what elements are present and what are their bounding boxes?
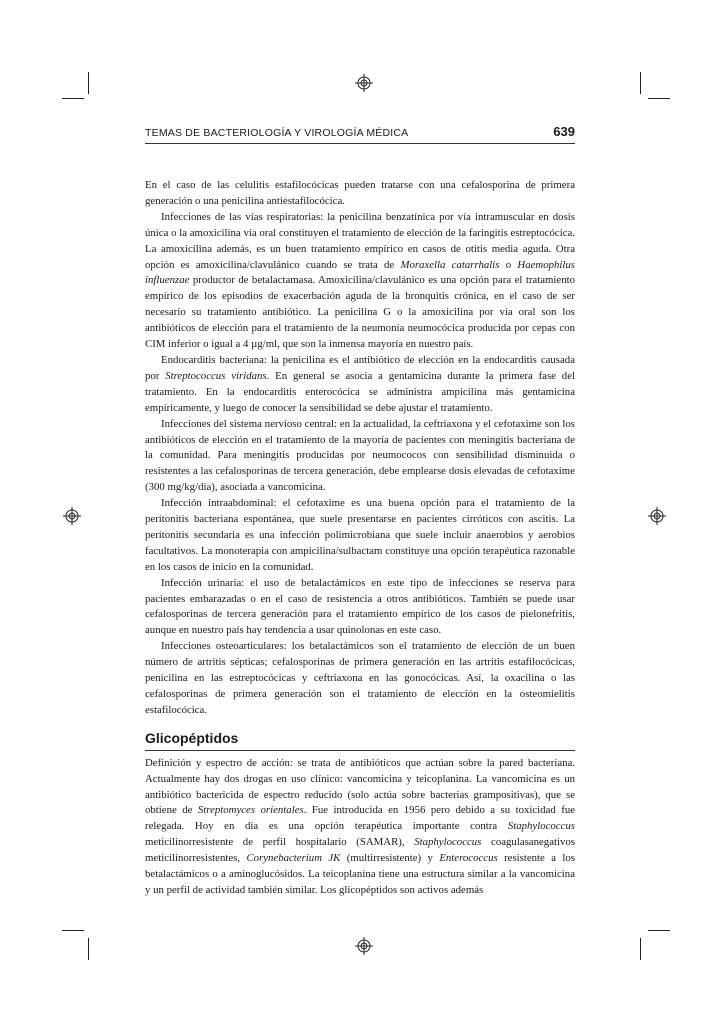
body-text [145,178,575,899]
paragraph: Infección intraabdominal: el cefotaxime es una buena opción para el tratamiento de la peritonitis bacteriana espontánea, que suele presentarse en pacientes cirróticos con ascitis. La peritonitis secundaria es una infección polimicrobiana que suele incluir anaerobios y aerobios facultativos. La monoterapia con ampicilina/sulbactam constituye una opción terapéutica razonable en los casos de inicio en la comunidad. [145,497,575,573]
paragraph: En el caso de las celulitis estafilocócicas pueden tratarse con una cefalosporina de primera generación o una penicilina antiestafilocócica. [145,179,575,207]
paragraph: Definición y espectro de acción: se trata de antibióticos que actúan sobre la pared bacteriana. Actualmente hay dos drogas en uso clínico: vancomicina y teicoplanina. La vancomicina es un antibiótico bactericida de espectro reducido (solo actúa sobre bacterias grampositivas), que se obtiene de Streptomyces orientales. Fue introducida en 1956 pero debido a su toxicidad fue relegada. Hoy en día es una opción terapéutica importante contra Staphylococcus meticilinorresistente de perfil hospitalario (SAMAR), Staphylococcus coagulasanegativos meticilinorresistentes, Corynebacterium JK (multirresistente) y Enterococcus resistente a los betalactámicos o a aminoglucósidos. La teicoplanina tiene una estructura similar a la vancomicina y un perfil de actividad también similar. Los glicopéptidos son activos además [145,756,576,896]
paragraph: Infecciones del sistema nervioso central: en la actualidad, la ceftriaxona y el cefotaxime son los antibióticos de elección en el tratamiento de la mayoría de pacientes con meningitis bacteriana de la comunidad. Para meningitis producidas por neumococos con sensibilidad disminuida o resistentes a las cefalosporinas de tercera generación, debe emplearse dosis elevadas de cefotaxime (300 mg/kg/día), asociada a vancomicina. [145,417,575,494]
paragraph: Infecciones osteoarticulares: los betalactámicos son el tratamiento de elección de un buen número de artritis sépticas; cefalosporinas de primera generación en las artritis estafilocócicas, penicilina en las estreptocócicas y ceftriaxona en las gonocócicas. Así, la oxacilina o las cefalosporinas de primera generación son el tratamiento de elección en la osteomielitis estafilocócica. [145,640,575,716]
crop-mark [62,930,84,931]
section-heading: Glicopéptidos [145,731,575,751]
crop-mark [88,938,89,960]
crop-mark [62,98,84,99]
running-header [145,124,575,144]
paragraph: Endocarditis bacteriana: la penicilina es el antibiótico de elección en la endocarditis causada por Streptococcus viridans. En general se asocia a gentamicina durante la primera fase del tratamiento. En la endocarditis enterocócica se administra ampicilina más gentamicina empíricamente, y luego de conocer la sensibilidad se debe ajustar el tratamiento. [145,353,575,414]
crop-mark [640,938,641,960]
registration-mark-icon [355,74,373,92]
page-number: 639 [553,124,575,139]
crop-mark [648,930,670,931]
running-head-title: TEMAS DE BACTERIOLOGÍA Y VIROLOGÍA MÉDICA [145,127,409,139]
crop-mark [648,98,670,99]
registration-mark-icon [63,507,81,525]
crop-mark [88,72,89,94]
paragraph: Infección urinaria: el uso de betalactámicos en este tipo de infecciones se reserva para pacientes embarazadas o en el caso de resistencia a otros antibióticos. También se puede usar cefalosporinas de tercera generación para el tratamiento empírico de los casos de pielonefritis, aunque en nuestro país hay tendencia a usar quinolonas en este caso. [145,576,575,637]
crop-mark [640,72,641,94]
registration-mark-icon [648,507,666,525]
registration-mark-icon [355,937,373,955]
paragraph: Infecciones de las vías respiratorias: la penicilina benzatínica por vía intramuscular en dosis única o la amoxicilina vía oral constituyen el tratamiento de elección de la faringitis estreptocócica. La amoxicilina además, es un buen tratamiento empírico en casos de otitis media aguda. Otra opción es amoxicilina/clavulánico cuando se trata de Moraxella catarrhalis o Haemophilus influenzae productor de betalactamasa. Amoxicilina/clavulánico es una opción para el tratamiento empírico de los episodios de exacerbación aguda de la bronquitis crónica, en el caso de ser necesario su tratamiento antibiótico. La penicilina G o la amoxicilina por vía oral son los antibióticos de elección para el tratamiento de la neumonía neumocócica producida por cepas con CIM inferior o igual a 4 µg/ml, que son la inmensa mayoría en nuestro país. [145,210,575,351]
